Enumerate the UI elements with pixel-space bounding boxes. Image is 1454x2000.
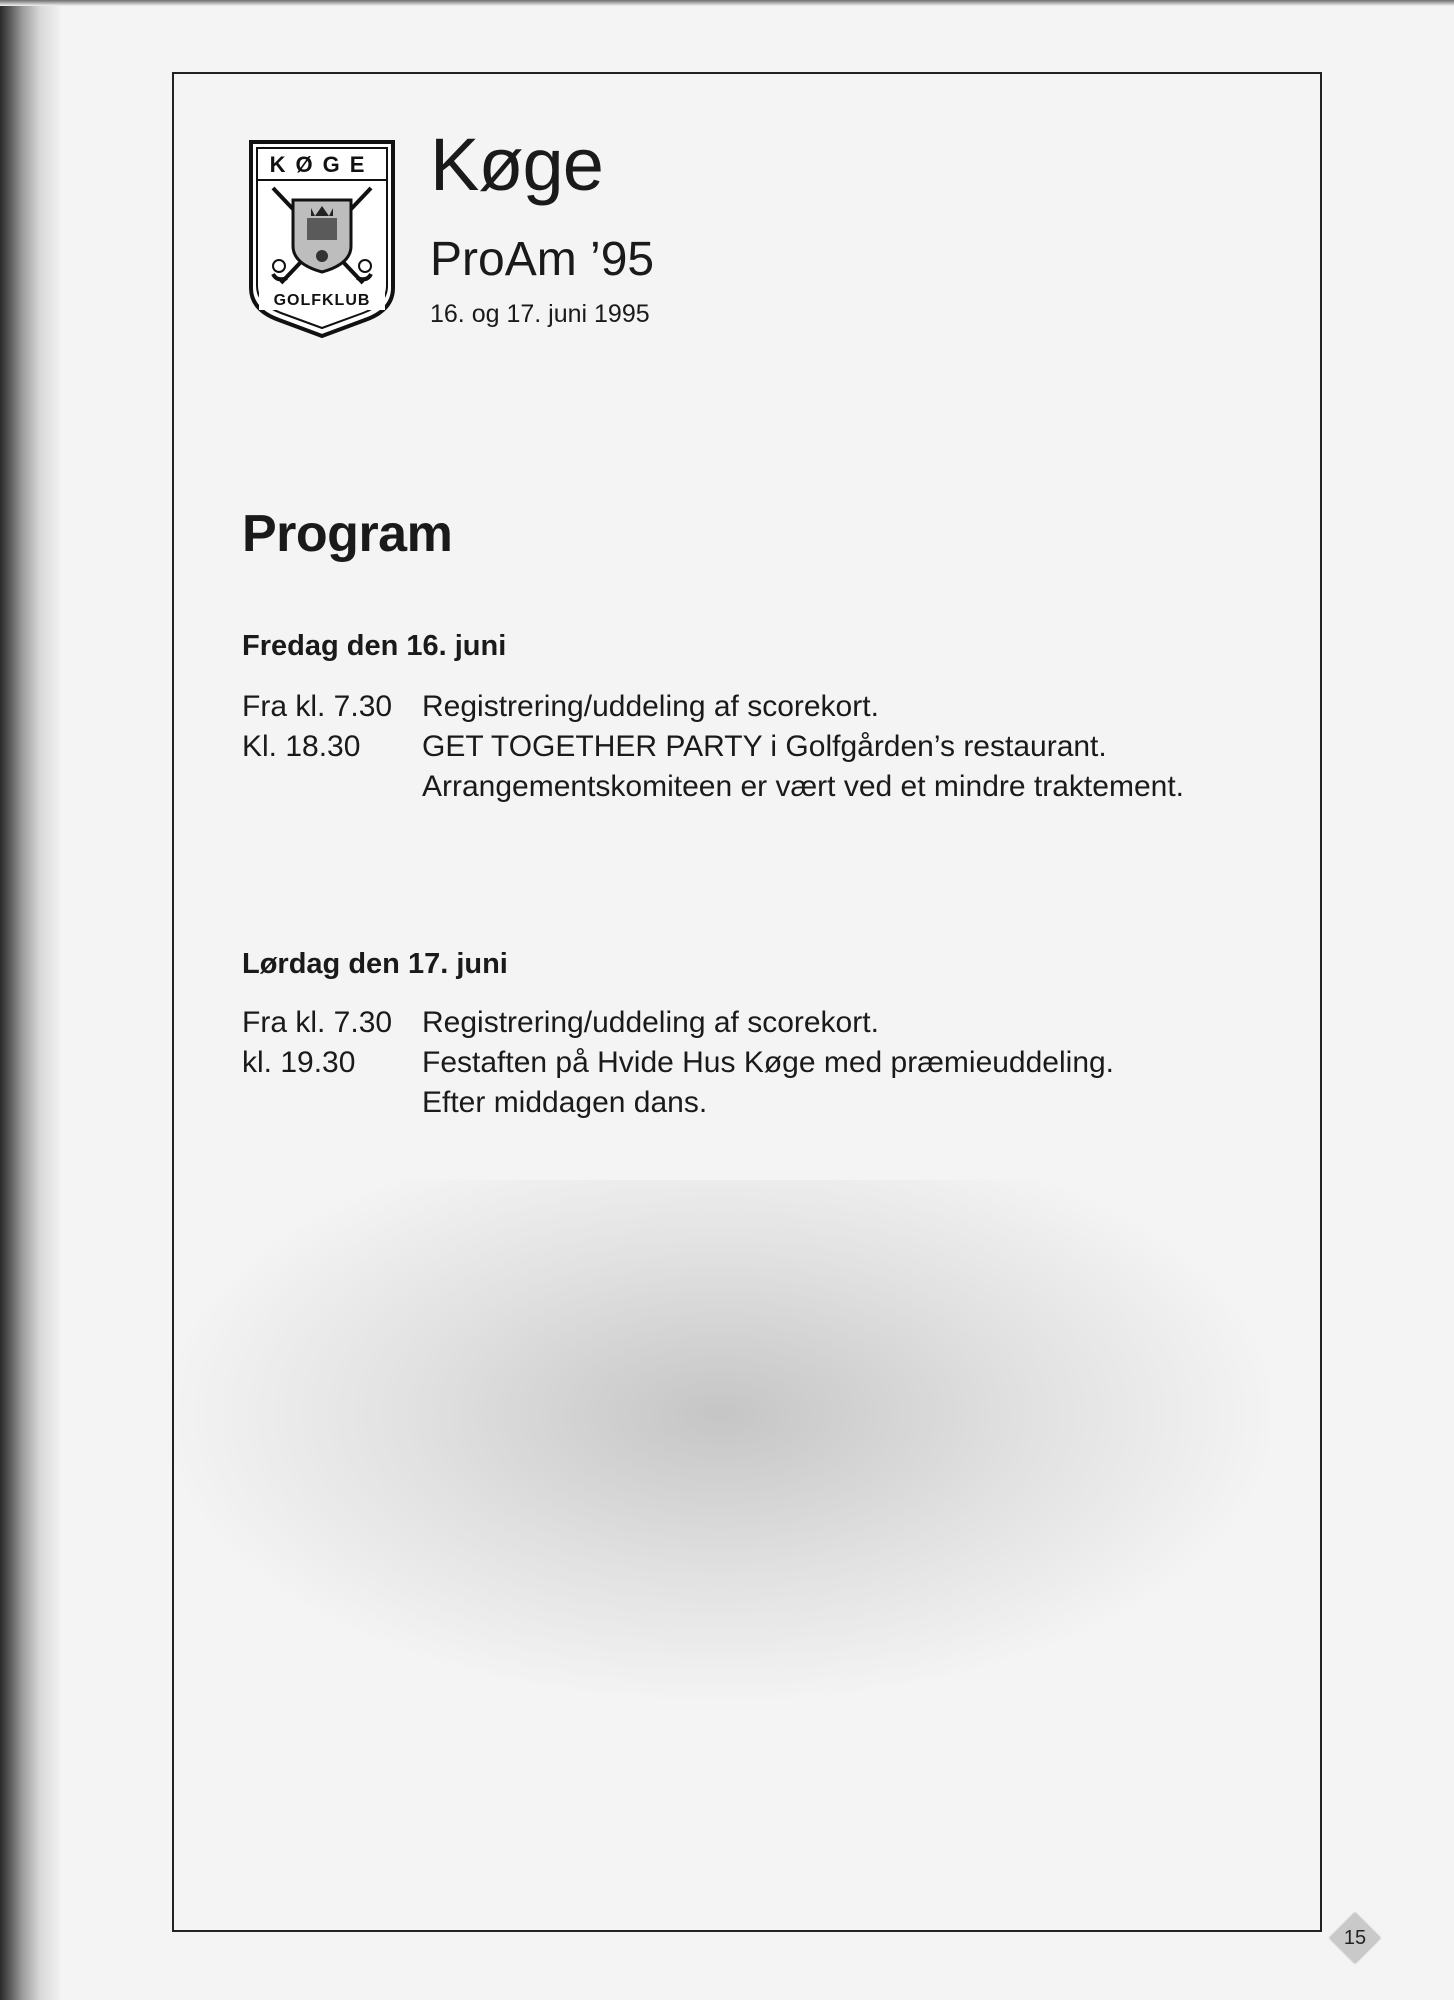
entry-description: Arrangementskomiteen er vært ved et mindre traktement. [422,770,1184,803]
entry-description: Registrering/uddeling af scorekort. [422,1006,879,1039]
event-dates: 16. og 17. juni 1995 [430,300,650,328]
page-number-badge [1330,1913,1380,1963]
entry-description: Efter middagen dans. [422,1086,708,1119]
scan-top-edge [0,0,1454,6]
entry-time: Fra kl. 7.30 [242,1006,393,1039]
entry-description: Registrering/uddeling af scorekort. [422,690,879,723]
page-frame [172,72,1322,1932]
program-heading: Program [242,505,453,563]
day-heading-saturday: Lørdag den 17. juni [242,948,508,980]
entry-description: GET TOGETHER PARTY i Golfgården’s restaurant. [422,730,1107,763]
logo-bottom-text: GOLFKLUB [273,292,371,309]
scan-spine-shadow [0,0,60,2000]
entry-time: Kl. 18.30 [242,730,361,763]
page-number: 15 [1343,1927,1367,1949]
page-title: Køge [430,123,603,206]
entry-time: Fra kl. 7.30 [242,690,393,723]
logo-top-text: KØGE [269,152,375,177]
event-subtitle: ProAm ’95 [430,233,655,286]
day-heading-friday: Fredag den 16. juni [242,630,507,662]
entry-description: Festaften på Hvide Hus Køge med præmieuddeling. [422,1046,1115,1079]
entry-time: kl. 19.30 [242,1046,356,1079]
club-logo [245,138,399,340]
